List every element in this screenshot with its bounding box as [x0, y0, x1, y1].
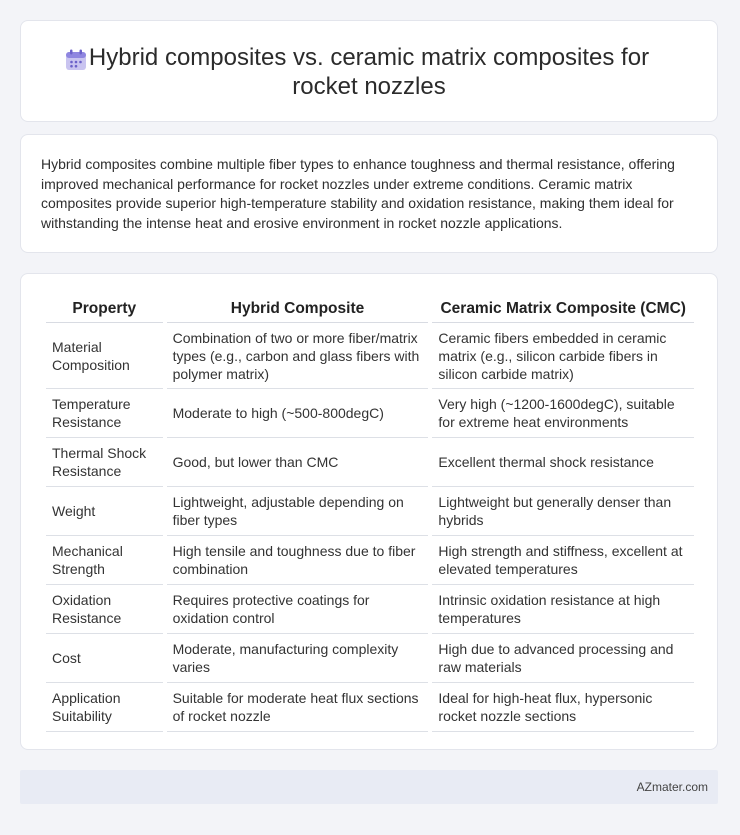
table-row: [46, 585, 694, 634]
cell-property: Temperature Resistance: [46, 389, 163, 438]
cell-cmc: Intrinsic oxidation resistance at high temperatures: [432, 585, 694, 634]
cell-property: Oxidation Resistance: [46, 585, 163, 634]
table-row: [46, 438, 694, 487]
cell-property: Application Suitability: [46, 683, 163, 732]
cell-property: Cost: [46, 634, 163, 683]
header-cmc: Ceramic Matrix Composite (CMC): [432, 294, 694, 323]
cell-cmc: High strength and stiffness, excellent at elevated temperatures: [432, 536, 694, 585]
header-hybrid: Hybrid Composite: [167, 294, 429, 323]
comparison-card: [20, 273, 718, 750]
table-row: [46, 323, 694, 389]
intro-paragraph: Hybrid composites combine multiple fiber types to enhance toughness and thermal resistance, offering improved mechanical performance for rocket nozzles under extreme conditions. Ceramic matrix composites provide superior high-temperature stability and oxidation resistance, making them ideal for withstanding the intense heat and erosive environment in rocket nozzle applications.: [41, 156, 675, 231]
cell-cmc: Lightweight but generally denser than hybrids: [432, 487, 694, 536]
table-row: [46, 683, 694, 732]
table-row: [46, 487, 694, 536]
table-row: [46, 389, 694, 438]
cell-property: Mechanical Strength: [46, 536, 163, 585]
title-card: [20, 20, 718, 122]
cell-hybrid: Suitable for moderate heat flux sections of rocket nozzle: [167, 683, 429, 732]
comparison-table: [42, 294, 698, 732]
cell-hybrid: Good, but lower than CMC: [167, 438, 429, 487]
cell-property: Thermal Shock Resistance: [46, 438, 163, 487]
intro-card: [20, 134, 718, 253]
footer-brand[interactable]: AZmater.com: [636, 780, 708, 794]
cell-hybrid: Requires protective coatings for oxidation control: [167, 585, 429, 634]
page-title: Hybrid composites vs. ceramic matrix composites for rocket nozzles: [88, 44, 650, 100]
cell-cmc: High due to advanced processing and raw materials: [432, 634, 694, 683]
table-row: [46, 634, 694, 683]
cell-hybrid: High tensile and toughness due to fiber combination: [167, 536, 429, 585]
cell-hybrid: Combination of two or more fiber/matrix types (e.g., carbon and glass fibers with polymer matrix): [167, 323, 429, 389]
cell-property: Weight: [46, 487, 163, 536]
cell-cmc: Ceramic fibers embedded in ceramic matrix (e.g., silicon carbide fibers in silicon carbide matrix): [432, 323, 694, 389]
cell-cmc: Very high (~1200-1600degC), suitable for extreme heat environments: [432, 389, 694, 438]
cell-cmc: Ideal for high-heat flux, hypersonic rocket nozzle sections: [432, 683, 694, 732]
cell-property: Material Composition: [46, 323, 163, 389]
cell-hybrid: Lightweight, adjustable depending on fiber types: [167, 487, 429, 536]
table-row: [46, 536, 694, 585]
header-property: Property: [46, 294, 163, 323]
cell-hybrid: Moderate, manufacturing complexity varies: [167, 634, 429, 683]
cell-hybrid: Moderate to high (~500-800degC): [167, 389, 429, 438]
footer-bar: [20, 770, 718, 804]
cell-cmc: Excellent thermal shock resistance: [432, 438, 694, 487]
table-header-row: [46, 294, 694, 323]
